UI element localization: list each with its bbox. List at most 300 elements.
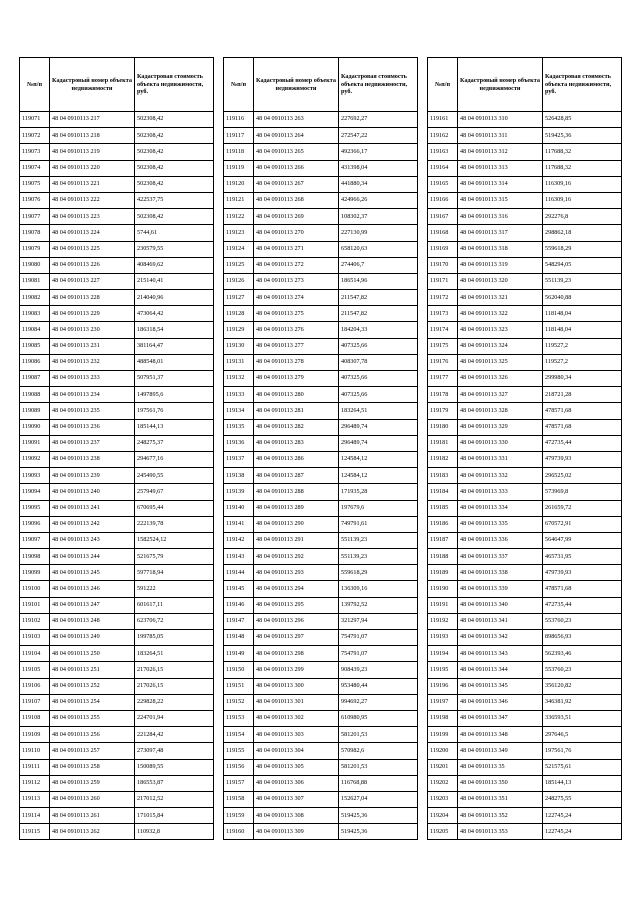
cadastral-number-cell: 48 04 0910113 353 xyxy=(458,824,543,840)
cadastral-cost-cell: 559618,29 xyxy=(543,241,622,257)
cadastral-cost-cell: 581201,53 xyxy=(339,759,418,775)
cadastral-number-cell: 48 04 0910113 306 xyxy=(254,775,339,791)
cadastral-cost-cell: 108302,37 xyxy=(339,209,418,225)
table-row xyxy=(428,516,622,532)
row-number-cell: 119083 xyxy=(20,306,50,322)
cadastral-cost-cell: 227692,27 xyxy=(339,112,418,128)
cadastral-cost-cell: 217026,15 xyxy=(135,662,214,678)
table-row xyxy=(20,338,214,354)
header-row xyxy=(428,58,622,112)
cadastral-number-cell: 48 04 0910113 225 xyxy=(50,241,135,257)
cadastral-number-cell: 48 04 0910113 260 xyxy=(50,791,135,807)
table-row xyxy=(20,824,214,840)
row-number-cell: 119101 xyxy=(20,597,50,613)
cadastral-cost-cell: 553760,23 xyxy=(543,662,622,678)
cadastral-number-cell: 48 04 0910113 305 xyxy=(254,759,339,775)
cadastral-cost-cell: 570982,6 xyxy=(339,743,418,759)
row-number-cell: 119103 xyxy=(20,630,50,646)
table-row xyxy=(20,354,214,370)
cadastral-number-cell: 48 04 0910113 249 xyxy=(50,630,135,646)
cadastral-cost-cell: 117688,32 xyxy=(543,144,622,160)
table-row xyxy=(428,791,622,807)
cadastral-cost-cell: 116309,16 xyxy=(543,176,622,192)
row-number-cell: 119185 xyxy=(428,500,458,516)
cadastral-number-cell: 48 04 0910113 279 xyxy=(254,371,339,387)
cadastral-number-cell: 48 04 0910113 272 xyxy=(254,257,339,273)
cadastral-number-cell: 48 04 0910113 280 xyxy=(254,387,339,403)
cadastral-cost-cell: 217026,15 xyxy=(135,678,214,694)
cadastral-number-cell: 48 04 0910113 324 xyxy=(458,338,543,354)
cadastral-cost-cell: 658120,63 xyxy=(339,241,418,257)
cadastral-number-cell: 48 04 0910113 336 xyxy=(458,532,543,548)
cadastral-cost-cell: 118148,04 xyxy=(543,306,622,322)
row-number-cell: 119142 xyxy=(224,532,254,548)
row-number-cell: 119166 xyxy=(428,192,458,208)
cadastral-number-cell: 48 04 0910113 276 xyxy=(254,322,339,338)
cadastral-number-cell: 48 04 0910113 314 xyxy=(458,176,543,192)
cadastral-cost-cell: 221284,42 xyxy=(135,727,214,743)
table-row xyxy=(428,468,622,484)
cadastral-cost-cell: 597718,94 xyxy=(135,565,214,581)
table-row xyxy=(428,338,622,354)
row-number-cell: 119160 xyxy=(224,824,254,840)
row-number-cell: 119149 xyxy=(224,646,254,662)
row-number-cell: 119073 xyxy=(20,144,50,160)
table-row xyxy=(20,694,214,710)
cadastral-cost-cell: 408469,62 xyxy=(135,257,214,273)
cadastral-cost-cell: 299980,34 xyxy=(543,371,622,387)
cadastral-cost-cell: 199785,05 xyxy=(135,630,214,646)
cadastral-cost-cell: 122745,24 xyxy=(543,824,622,840)
table-row xyxy=(20,128,214,144)
table-row xyxy=(20,597,214,613)
cadastral-cost-cell: 227130,99 xyxy=(339,225,418,241)
cadastral-cost-cell: 273097,48 xyxy=(135,743,214,759)
cadastral-number-cell: 48 04 0910113 350 xyxy=(458,775,543,791)
cadastral-number-cell: 48 04 0910113 322 xyxy=(458,306,543,322)
cadastral-cost-cell: 478571,68 xyxy=(543,581,622,597)
table-row xyxy=(20,209,214,225)
row-number-cell: 119144 xyxy=(224,565,254,581)
table-row xyxy=(224,435,418,451)
cadastre-table-3 xyxy=(427,57,622,840)
cadastral-cost-cell: 171935,28 xyxy=(339,484,418,500)
cadastral-cost-cell: 465731,95 xyxy=(543,549,622,565)
table-row xyxy=(428,322,622,338)
row-number-cell: 119126 xyxy=(224,273,254,289)
cadastral-cost-cell: 670695,44 xyxy=(135,500,214,516)
cadastral-cost-cell: 119527,2 xyxy=(543,354,622,370)
row-number-cell: 119092 xyxy=(20,451,50,467)
cadastral-cost-cell: 562393,46 xyxy=(543,646,622,662)
cadastral-number-cell: 48 04 0910113 246 xyxy=(50,581,135,597)
row-number-cell: 119136 xyxy=(224,435,254,451)
row-number-cell: 119133 xyxy=(224,387,254,403)
table-row xyxy=(428,710,622,726)
cadastral-number-cell: 48 04 0910113 318 xyxy=(458,241,543,257)
row-number-cell: 119137 xyxy=(224,451,254,467)
table-row xyxy=(224,743,418,759)
cadastral-cost-cell: 502308,42 xyxy=(135,160,214,176)
cadastral-number-cell: 48 04 0910113 234 xyxy=(50,387,135,403)
cadastral-cost-cell: 670572,91 xyxy=(543,516,622,532)
row-number-cell: 119145 xyxy=(224,581,254,597)
cadastral-number-cell: 48 04 0910113 316 xyxy=(458,209,543,225)
cadastral-number-cell: 48 04 0910113 301 xyxy=(254,694,339,710)
row-number-cell: 119181 xyxy=(428,435,458,451)
table-row xyxy=(20,613,214,629)
cadastral-number-cell: 48 04 0910113 309 xyxy=(254,824,339,840)
table-row xyxy=(20,549,214,565)
table-row xyxy=(224,354,418,370)
row-number-cell: 119119 xyxy=(224,160,254,176)
table-row xyxy=(224,759,418,775)
row-number-cell: 119093 xyxy=(20,468,50,484)
row-number-cell: 119202 xyxy=(428,775,458,791)
row-number-cell: 119078 xyxy=(20,225,50,241)
table-row xyxy=(224,128,418,144)
row-number-cell: 119075 xyxy=(20,176,50,192)
row-number-cell: 119200 xyxy=(428,743,458,759)
row-number-cell: 119164 xyxy=(428,160,458,176)
table-row xyxy=(224,646,418,662)
cadastral-number-cell: 48 04 0910113 221 xyxy=(50,176,135,192)
cadastral-number-cell: 48 04 0910113 241 xyxy=(50,500,135,516)
row-number-cell: 119102 xyxy=(20,613,50,629)
row-number-cell: 119132 xyxy=(224,371,254,387)
cadastral-number-cell: 48 04 0910113 335 xyxy=(458,516,543,532)
table-row xyxy=(20,791,214,807)
cadastral-number-cell: 48 04 0910113 242 xyxy=(50,516,135,532)
cadastral-cost-cell: 1582524,12 xyxy=(135,532,214,548)
column-header-cadastral-number: Кадастровый номер объекта недвижимости xyxy=(458,58,543,112)
row-number-cell: 119107 xyxy=(20,694,50,710)
row-number-cell: 119152 xyxy=(224,694,254,710)
row-number-cell: 119129 xyxy=(224,322,254,338)
table-row xyxy=(224,565,418,581)
cadastral-cost-cell: 185144,13 xyxy=(135,419,214,435)
cadastral-cost-cell: 356120,82 xyxy=(543,678,622,694)
cadastral-number-cell: 48 04 0910113 291 xyxy=(254,532,339,548)
table-row xyxy=(20,371,214,387)
cadastral-number-cell: 48 04 0910113 277 xyxy=(254,338,339,354)
cadastral-cost-cell: 116309,16 xyxy=(543,192,622,208)
cadastral-number-cell: 48 04 0910113 340 xyxy=(458,597,543,613)
cadastral-number-cell: 48 04 0910113 286 xyxy=(254,451,339,467)
cadastral-number-cell: 48 04 0910113 290 xyxy=(254,516,339,532)
table-row xyxy=(20,630,214,646)
cadastral-cost-cell: 408307,78 xyxy=(339,354,418,370)
cadastral-number-cell: 48 04 0910113 307 xyxy=(254,791,339,807)
row-number-cell: 119079 xyxy=(20,241,50,257)
cadastral-cost-cell: 186514,96 xyxy=(339,273,418,289)
row-number-cell: 119174 xyxy=(428,322,458,338)
table-row xyxy=(224,484,418,500)
table-row xyxy=(428,727,622,743)
cadastral-cost-cell: 898656,93 xyxy=(543,630,622,646)
cadastral-cost-cell: 215140,41 xyxy=(135,273,214,289)
row-number-cell: 119130 xyxy=(224,338,254,354)
cadastral-cost-cell: 562040,88 xyxy=(543,290,622,306)
cadastral-cost-cell: 431398,04 xyxy=(339,160,418,176)
cadastral-cost-cell: 214040,96 xyxy=(135,290,214,306)
table-row xyxy=(224,306,418,322)
table-row xyxy=(428,403,622,419)
cadastral-number-cell: 48 04 0910113 317 xyxy=(458,225,543,241)
cadastral-cost-cell: 754791,07 xyxy=(339,646,418,662)
table-row xyxy=(20,500,214,516)
row-number-cell: 119179 xyxy=(428,403,458,419)
table-row xyxy=(428,387,622,403)
row-number-cell: 119112 xyxy=(20,775,50,791)
row-number-cell: 119091 xyxy=(20,435,50,451)
row-number-cell: 119186 xyxy=(428,516,458,532)
cadastral-number-cell: 48 04 0910113 237 xyxy=(50,435,135,451)
cadastral-cost-cell: 117688,32 xyxy=(543,160,622,176)
cadastral-number-cell: 48 04 0910113 304 xyxy=(254,743,339,759)
cadastral-number-cell: 48 04 0910113 266 xyxy=(254,160,339,176)
table-row xyxy=(428,581,622,597)
table-row xyxy=(428,144,622,160)
cadastral-cost-cell: 336593,51 xyxy=(543,710,622,726)
row-number-cell: 119180 xyxy=(428,419,458,435)
cadastral-cost-cell: 749791,61 xyxy=(339,516,418,532)
table-row xyxy=(428,176,622,192)
cadastral-number-cell: 48 04 0910113 281 xyxy=(254,403,339,419)
table-row xyxy=(224,257,418,273)
cadastral-number-cell: 48 04 0910113 244 xyxy=(50,549,135,565)
table-row xyxy=(428,500,622,516)
cadastral-number-cell: 48 04 0910113 274 xyxy=(254,290,339,306)
cadastral-number-cell: 48 04 0910113 300 xyxy=(254,678,339,694)
table-row xyxy=(224,549,418,565)
row-number-cell: 119167 xyxy=(428,209,458,225)
row-number-cell: 119183 xyxy=(428,468,458,484)
cadastral-number-cell: 48 04 0910113 251 xyxy=(50,662,135,678)
cadastral-cost-cell: 564647,99 xyxy=(543,532,622,548)
cadastral-number-cell: 48 04 0910113 348 xyxy=(458,727,543,743)
row-number-cell: 119199 xyxy=(428,727,458,743)
row-number-cell: 119134 xyxy=(224,403,254,419)
cadastral-number-cell: 48 04 0910113 231 xyxy=(50,338,135,354)
row-number-cell: 119100 xyxy=(20,581,50,597)
cadastral-cost-cell: 136309,16 xyxy=(339,581,418,597)
cadastral-cost-cell: 553760,23 xyxy=(543,613,622,629)
row-number-cell: 119088 xyxy=(20,387,50,403)
header-row xyxy=(224,58,418,112)
table-row xyxy=(428,419,622,435)
cadastral-number-cell: 48 04 0910113 239 xyxy=(50,468,135,484)
table-row xyxy=(20,565,214,581)
cadastral-cost-cell: 502308,42 xyxy=(135,128,214,144)
cadastral-number-cell: 48 04 0910113 228 xyxy=(50,290,135,306)
table-row xyxy=(224,451,418,467)
cadastral-number-cell: 48 04 0910113 325 xyxy=(458,354,543,370)
cadastral-number-cell: 48 04 0910113 282 xyxy=(254,419,339,435)
row-number-cell: 119193 xyxy=(428,630,458,646)
cadastral-number-cell: 48 04 0910113 297 xyxy=(254,630,339,646)
cadastral-number-cell: 48 04 0910113 35 xyxy=(458,759,543,775)
table-row xyxy=(20,759,214,775)
table-row xyxy=(224,419,418,435)
table-row xyxy=(224,209,418,225)
cadastral-number-cell: 48 04 0910113 226 xyxy=(50,257,135,273)
cadastral-number-cell: 48 04 0910113 287 xyxy=(254,468,339,484)
table-row xyxy=(224,694,418,710)
cadastral-number-cell: 48 04 0910113 235 xyxy=(50,403,135,419)
table-row xyxy=(428,597,622,613)
table-row xyxy=(428,128,622,144)
cadastral-number-cell: 48 04 0910113 341 xyxy=(458,613,543,629)
cadastral-number-cell: 48 04 0910113 339 xyxy=(458,581,543,597)
row-number-cell: 119184 xyxy=(428,484,458,500)
table-row xyxy=(224,678,418,694)
table-row xyxy=(20,727,214,743)
table-row xyxy=(428,694,622,710)
cadastral-cost-cell: 1497895,6 xyxy=(135,387,214,403)
row-number-cell: 119135 xyxy=(224,419,254,435)
cadastral-cost-cell: 119527,2 xyxy=(543,338,622,354)
cadastral-number-cell: 48 04 0910113 283 xyxy=(254,435,339,451)
table-row xyxy=(20,241,214,257)
table-row xyxy=(428,565,622,581)
row-number-cell: 119097 xyxy=(20,532,50,548)
cadastral-number-cell: 48 04 0910113 338 xyxy=(458,565,543,581)
cadastral-cost-cell: 478571,68 xyxy=(543,419,622,435)
row-number-cell: 119076 xyxy=(20,192,50,208)
cadastral-number-cell: 48 04 0910113 218 xyxy=(50,128,135,144)
table-row xyxy=(428,630,622,646)
cadastral-cost-cell: 407325,66 xyxy=(339,371,418,387)
table-row xyxy=(224,290,418,306)
cadastral-cost-cell: 441880,34 xyxy=(339,176,418,192)
row-number-cell: 119108 xyxy=(20,710,50,726)
row-number-cell: 119117 xyxy=(224,128,254,144)
cadastral-cost-cell: 274406,7 xyxy=(339,257,418,273)
table-row xyxy=(428,759,622,775)
row-number-cell: 119105 xyxy=(20,662,50,678)
column-header-num: №п/п xyxy=(428,58,458,112)
row-number-cell: 119099 xyxy=(20,565,50,581)
cadastral-cost-cell: 492366,17 xyxy=(339,144,418,160)
row-number-cell: 119177 xyxy=(428,371,458,387)
table-row xyxy=(428,662,622,678)
row-number-cell: 119151 xyxy=(224,678,254,694)
cadastral-cost-cell: 581201,53 xyxy=(339,727,418,743)
table-row xyxy=(428,549,622,565)
cadastral-number-cell: 48 04 0910113 227 xyxy=(50,273,135,289)
cadastral-cost-cell: 422537,75 xyxy=(135,192,214,208)
cadastral-number-cell: 48 04 0910113 294 xyxy=(254,581,339,597)
cadastral-cost-cell: 478571,68 xyxy=(543,403,622,419)
cadastral-cost-cell: 507951,37 xyxy=(135,371,214,387)
row-number-cell: 119071 xyxy=(20,112,50,128)
cadastral-number-cell: 48 04 0910113 330 xyxy=(458,435,543,451)
table-row xyxy=(20,451,214,467)
cadastre-table-2 xyxy=(223,57,418,840)
cadastral-cost-cell: 551139,23 xyxy=(339,549,418,565)
row-number-cell: 119192 xyxy=(428,613,458,629)
table-row xyxy=(20,192,214,208)
cadastral-number-cell: 48 04 0910113 245 xyxy=(50,565,135,581)
column-header-cadastral-cost: Кадастровая стоимость объекта недвижимости, руб. xyxy=(543,58,622,112)
row-number-cell: 119139 xyxy=(224,484,254,500)
table-row xyxy=(224,338,418,354)
cadastral-cost-cell: 519425,36 xyxy=(339,824,418,840)
cadastral-cost-cell: 502308,42 xyxy=(135,176,214,192)
cadastral-number-cell: 48 04 0910113 315 xyxy=(458,192,543,208)
cadastral-number-cell: 48 04 0910113 292 xyxy=(254,549,339,565)
table-row xyxy=(428,354,622,370)
cadastral-cost-cell: 573969,8 xyxy=(543,484,622,500)
row-number-cell: 119168 xyxy=(428,225,458,241)
cadastral-number-cell: 48 04 0910113 302 xyxy=(254,710,339,726)
table-row xyxy=(224,160,418,176)
table-row xyxy=(224,662,418,678)
row-number-cell: 119205 xyxy=(428,824,458,840)
table-row xyxy=(20,403,214,419)
column-header-cadastral-number: Кадастровый номер объекта недвижимости xyxy=(50,58,135,112)
table-row xyxy=(428,532,622,548)
table-row xyxy=(428,808,622,824)
cadastral-cost-cell: 152627,04 xyxy=(339,791,418,807)
row-number-cell: 119198 xyxy=(428,710,458,726)
row-number-cell: 119162 xyxy=(428,128,458,144)
table-row xyxy=(20,678,214,694)
row-number-cell: 119077 xyxy=(20,209,50,225)
table-row xyxy=(428,160,622,176)
cadastral-number-cell: 48 04 0910113 247 xyxy=(50,597,135,613)
table-row xyxy=(20,532,214,548)
row-number-cell: 119157 xyxy=(224,775,254,791)
table-row xyxy=(224,192,418,208)
row-number-cell: 119204 xyxy=(428,808,458,824)
cadastral-number-cell: 48 04 0910113 265 xyxy=(254,144,339,160)
cadastral-cost-cell: 229828,22 xyxy=(135,694,214,710)
cadastral-number-cell: 48 04 0910113 344 xyxy=(458,662,543,678)
column-header-num: №п/п xyxy=(224,58,254,112)
cadastral-number-cell: 48 04 0910113 347 xyxy=(458,710,543,726)
cadastral-cost-cell: 186553,87 xyxy=(135,775,214,791)
table-row xyxy=(20,387,214,403)
cadastral-number-cell: 48 04 0910113 222 xyxy=(50,192,135,208)
row-number-cell: 119143 xyxy=(224,549,254,565)
cadastral-cost-cell: 124584,12 xyxy=(339,451,418,467)
row-number-cell: 119195 xyxy=(428,662,458,678)
cadastral-number-cell: 48 04 0910113 323 xyxy=(458,322,543,338)
cadastral-cost-cell: 473064,42 xyxy=(135,306,214,322)
cadastral-cost-cell: 551139,23 xyxy=(339,532,418,548)
cadastral-number-cell: 48 04 0910113 259 xyxy=(50,775,135,791)
table-row xyxy=(428,306,622,322)
cadastral-number-cell: 48 04 0910113 230 xyxy=(50,322,135,338)
cadastral-number-cell: 48 04 0910113 334 xyxy=(458,500,543,516)
table-row xyxy=(224,403,418,419)
cadastral-cost-cell: 559618,29 xyxy=(339,565,418,581)
cadastral-number-cell: 48 04 0910113 229 xyxy=(50,306,135,322)
row-number-cell: 119138 xyxy=(224,468,254,484)
row-number-cell: 119176 xyxy=(428,354,458,370)
row-number-cell: 119148 xyxy=(224,630,254,646)
cadastral-cost-cell: 479739,93 xyxy=(543,451,622,467)
cadastral-number-cell: 48 04 0910113 270 xyxy=(254,225,339,241)
cadastral-cost-cell: 257949,67 xyxy=(135,484,214,500)
table-row xyxy=(428,273,622,289)
table-row xyxy=(20,646,214,662)
cadastral-cost-cell: 526428,85 xyxy=(543,112,622,128)
table-row xyxy=(428,112,622,128)
row-number-cell: 119123 xyxy=(224,225,254,241)
